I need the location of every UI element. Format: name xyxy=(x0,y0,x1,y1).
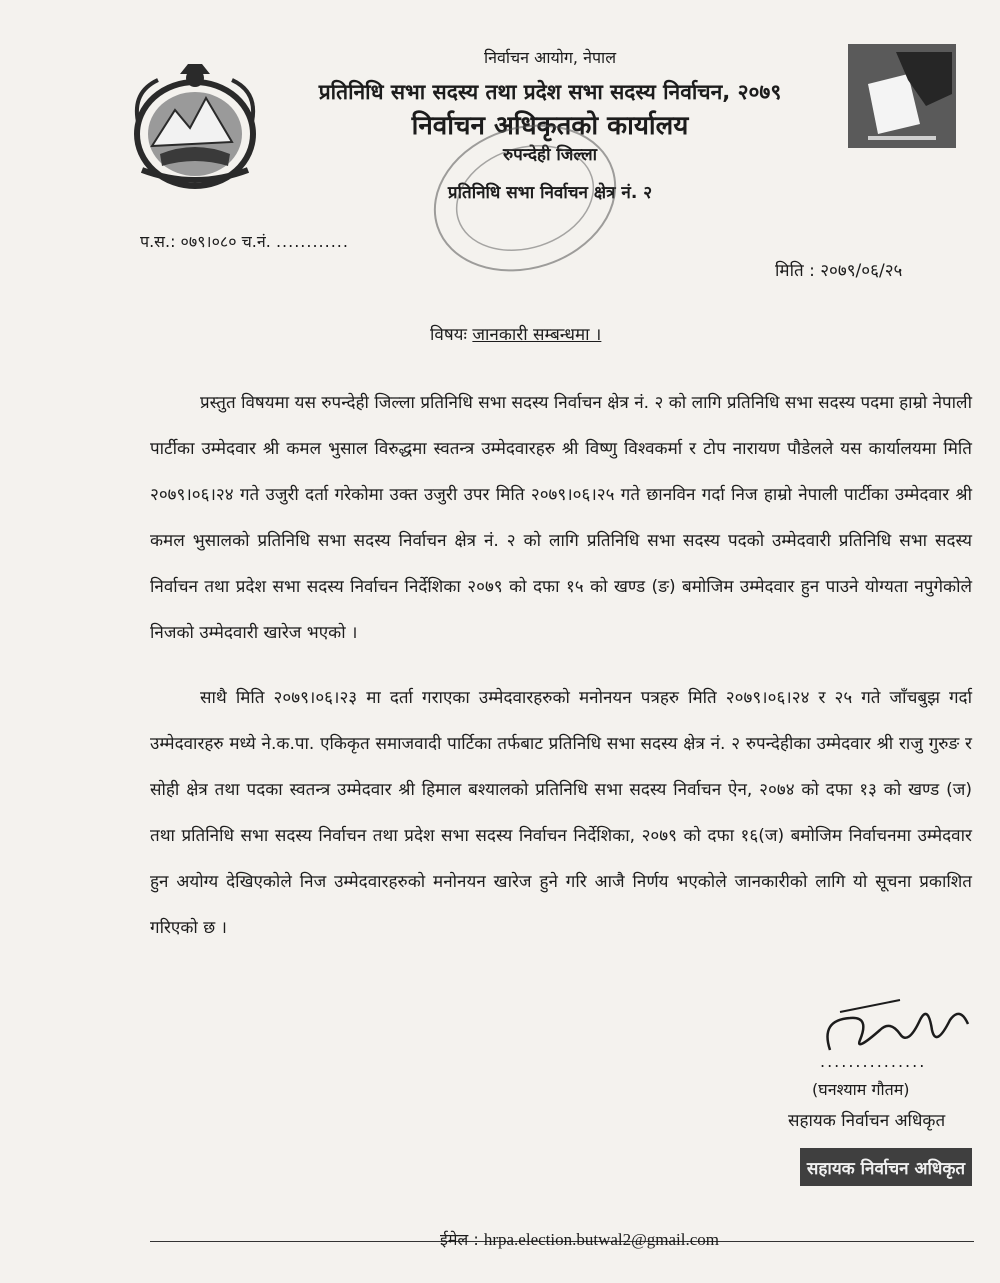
header-election-title: प्रतिनिधि सभा सदस्य तथा प्रदेश सभा सदस्य निर्वाचन, २०७९ xyxy=(318,80,782,104)
signature-dots: ............... xyxy=(820,1052,927,1071)
signatory-stamp: सहायक निर्वाचन अधिकृत xyxy=(800,1148,972,1186)
ballot-box-icon xyxy=(848,44,956,148)
signatory-name: (घनश्याम गौतम) xyxy=(812,1080,910,1099)
reference-label: प.स.: ०७९।०८० च.नं. xyxy=(140,232,271,251)
body-paragraph-2: साथै मिति २०७९।०६।२३ मा दर्ता गराएका उम्मेदवारहरुको मनोनयन पत्रहरु मिति २०७९।०६।२४ र २५ गते जाँचबुझ गर्दा उम्मेदवारहरु मध्ये ने.क.पा. एकिकृत समाजवादी पार्टिका तर्फबाट प्रतिनिधि सभा सदस्य क्षेत्र नं. २ रुपन्देहीका उम्मेदवार श्री राजु गुरुङ र सोही क्षेत्र तथा पदका स्वतन्त्र उम्मेदवार श्री हिमाल बश्यालको प्रतिनिधि सभा सदस्य निर्वाचन ऐन, २०७४ को दफा १३ को खण्ड (ज) तथा प्रतिनिधि सभा सदस्य निर्वाचन तथा प्रदेश सभा सदस्य निर्वाचन निर्देशिका, २०७९ को दफा १६(ज) बमोजिम निर्वाचनमा उम्मेदवार हुन अयोग्य देखिएकोले निज उम्मेदवारहरुको मनोनयन खारेज हुने गरि आजै निर्णय भएकोले जानकारीको लागि यो सूचना प्रकाशित गरिएको छ । xyxy=(150,688,972,938)
subject-text: जानकारी सम्बन्धमा । xyxy=(472,325,602,345)
header-district: रुपन्देही जिल्ला xyxy=(502,145,598,165)
email-address: hrpa.election.butwal2@gmail.com xyxy=(483,1230,720,1249)
signatory-title: सहायक निर्वाचन अधिकृत xyxy=(788,1111,946,1131)
office-seal-stamp xyxy=(420,118,630,278)
body-paragraph-1: प्रस्तुत विषयमा यस रुपन्देही जिल्ला प्रतिनिधि सभा सदस्य निर्वाचन क्षेत्र नं. २ को लागि प्रतिनिधि सभा सदस्य पदमा हाम्रो नेपाली पार्टीका उम्मेदवार श्री कमल भुसाल विरुद्धमा स्वतन्त्र उम्मेदवारहरु श्री विष्णु विश्वकर्मा र टोप नारायण पौडेलले यस कार्यालयमा मिति २०७९।०६।२४ गते उजुरी दर्ता गरेकोमा उक्त उजुरी उपर मिति २०७९।०६।२५ गते छानविन गर्दा निज हाम्रो नेपाली पार्टीका उम्मेदवार श्री कमल भुसालको प्रतिनिधि सभा सदस्य निर्वाचन क्षेत्र नं. २ को लागि प्रतिनिधि सभा सदस्य पदको उम्मेदवारी प्रतिनिधि सभा सदस्य निर्वाचन तथा प्रदेश सभा सदस्य निर्वाचन निर्देशिका २०७९ को दफा १५ को खण्ड (ङ) बमोजिम उम्मेदवार हुन पाउने योग्यता नपुगेकोले निजको उम्मेदवारी खारेज भएको । xyxy=(150,393,972,643)
footer-email-line xyxy=(440,1228,719,1250)
nepal-emblem-icon xyxy=(120,62,270,194)
reference-dots: ............ xyxy=(275,232,349,251)
reference-number xyxy=(140,230,349,252)
subject-label: विषयः xyxy=(430,325,467,345)
header-constituency: प्रतिनिधि सभा निर्वाचन क्षेत्र नं. २ xyxy=(447,183,653,203)
header-office-name: निर्वाचन अधिकृतको कार्यालय xyxy=(411,111,689,141)
subject-line xyxy=(430,322,601,345)
letter-date: मिति : २०७९/०६/२५ xyxy=(775,261,903,281)
email-label: ईमेल : xyxy=(440,1230,479,1249)
header-commission-name: निर्वाचन आयोग, नेपाल xyxy=(483,48,617,67)
